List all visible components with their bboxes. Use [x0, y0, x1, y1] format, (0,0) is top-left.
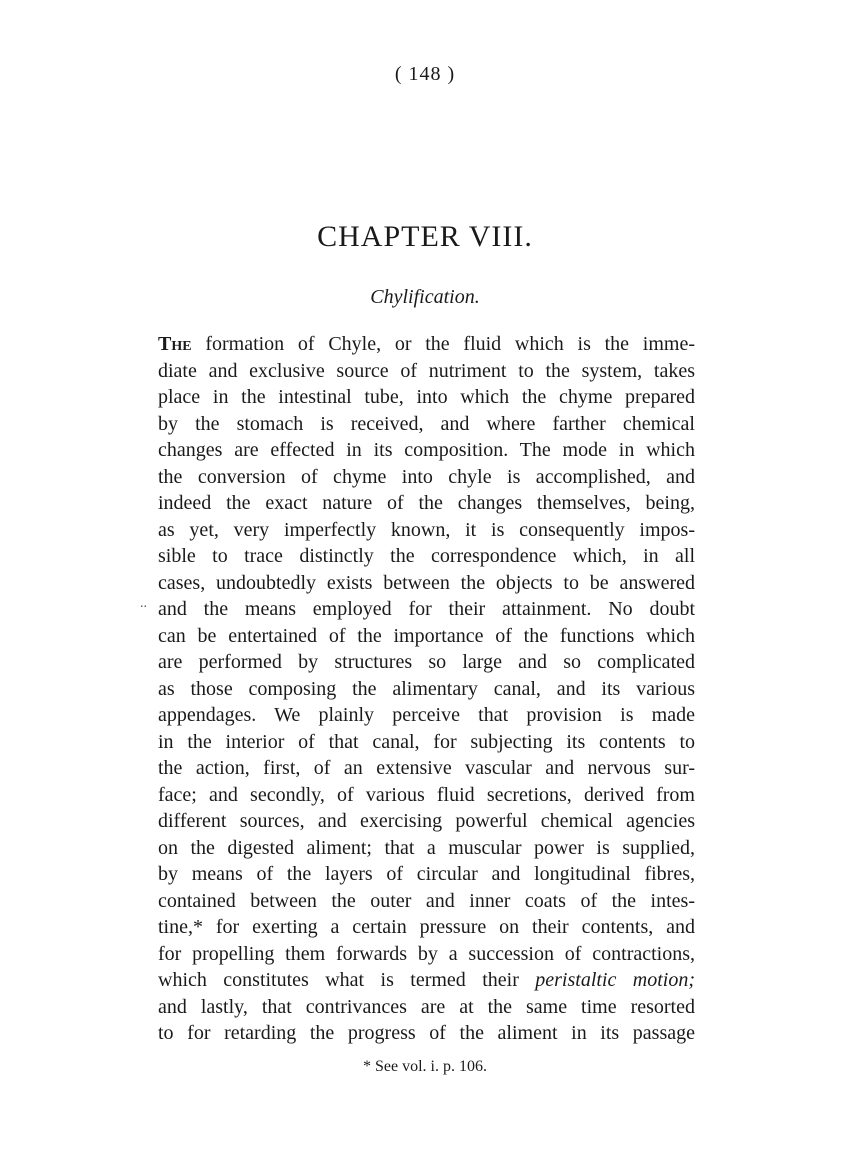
- paragraph-line: in the interior of that canal, for subjecting its contents to: [158, 730, 695, 753]
- paragraph-line: sible to trace distinctly the correspondence which, in all: [158, 545, 695, 567]
- paragraph-line: [158, 331, 695, 358]
- lead-in-word: The: [158, 333, 192, 355]
- paragraph-line: by the stomach is received, and where farther chemical: [158, 412, 695, 435]
- paragraph-line: by means of the layers of circular and longitudinal fibres,: [158, 863, 695, 885]
- line-text: formation of Chyle, or the fluid which is the imme-: [191, 333, 695, 355]
- paragraph-line: cases, undoubtedly exists between the objects to be answered: [158, 571, 695, 594]
- paragraph-line: diate and exclusive source of nutriment to the system, takes: [158, 359, 695, 382]
- paragraph-line: changes are effected in its composition. The mode in which: [158, 439, 695, 461]
- paragraph-line: tine,* for exerting a certain pressure on their contents, and: [158, 916, 695, 938]
- paragraph-line: face; and secondly, of various fluid secretions, derived from: [158, 783, 695, 806]
- paragraph-line: place in the intestinal tube, into which the chyme prepared: [158, 386, 695, 408]
- paragraph-line: contained between the outer and inner coats of the intes-: [158, 889, 695, 912]
- paragraph-line: [158, 967, 695, 994]
- line-text: which constitutes what is termed their: [158, 969, 536, 991]
- italic-term: peristaltic motion;: [535, 969, 695, 991]
- footnote: * See vol. i. p. 106.: [363, 1058, 487, 1075]
- body-paragraph: [158, 331, 695, 1047]
- paragraph-line: as those composing the alimentary canal, and its various: [158, 677, 695, 700]
- paragraph-line: to for retarding the progress of the aliment in its passage: [158, 1022, 695, 1044]
- paragraph-line: different sources, and exercising powerful chemical agencies: [158, 810, 695, 832]
- paragraph-line: for propelling them forwards by a succession of contractions,: [158, 942, 695, 965]
- paragraph-line: the action, first, of an extensive vascular and nervous sur-: [158, 757, 695, 779]
- page-number: ( 148 ): [394, 63, 456, 85]
- paragraph-line: on the digested aliment; that a muscular power is supplied,: [158, 836, 695, 859]
- paragraph-line: and the means employed for their attainment. No doubt: [158, 598, 695, 620]
- chapter-title: CHAPTER VIII.: [317, 220, 533, 253]
- paragraph-line: the conversion of chyme into chyle is accomplished, and: [158, 465, 695, 488]
- paragraph-line: appendages. We plainly perceive that provision is made: [158, 704, 695, 726]
- paragraph-line: as yet, very imperfectly known, it is consequently impos-: [158, 518, 695, 541]
- paragraph-line: are performed by structures so large and so complicated: [158, 651, 695, 673]
- margin-mark: ..: [140, 596, 147, 611]
- paragraph-line: indeed the exact nature of the changes themselves, being,: [158, 492, 695, 514]
- section-title: Chylification.: [370, 286, 480, 308]
- paragraph-line: can be entertained of the importance of the functions which: [158, 624, 695, 647]
- paragraph-line: and lastly, that contrivances are at the same time resorted: [158, 995, 695, 1018]
